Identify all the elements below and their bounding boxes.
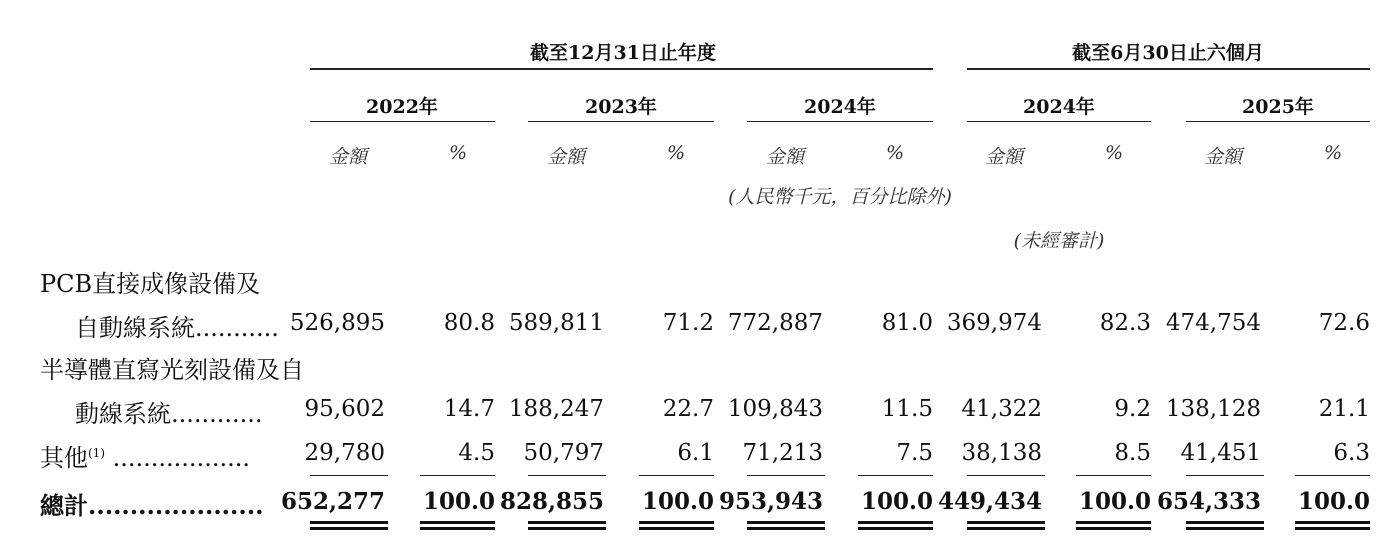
cell-value: 95,602: [304, 396, 385, 422]
total-double-rule: [310, 521, 388, 530]
cell-value: 72.6: [1318, 310, 1370, 336]
header-group-six-months: 截至6月30日止六個月: [1072, 42, 1264, 64]
row-label-others: [40, 438, 250, 473]
subtotal-rule: [528, 475, 606, 476]
cell-value: 4.5: [458, 440, 495, 466]
subtotal-rule: [1295, 475, 1370, 476]
row-label-semiconductor-line1: 半導體直寫光刻設備及自: [40, 356, 304, 384]
cell-value: 589,811: [508, 310, 604, 336]
cell-value: 22.7: [662, 396, 714, 422]
footnote-marker: (1): [88, 446, 105, 460]
total-double-rule: [528, 521, 606, 530]
total-double-rule: [1186, 521, 1264, 530]
subheader-percent: %: [666, 142, 686, 164]
year-rule-2022: [310, 121, 495, 122]
subheader-percent: %: [448, 142, 468, 164]
subtotal-rule: [1076, 475, 1151, 476]
total-value: 654,333: [1156, 488, 1261, 515]
subtotal-rule: [310, 475, 388, 476]
subtotal-rule: [967, 475, 1045, 476]
row-label-others-text: 其他: [40, 444, 88, 472]
subheader-percent: %: [885, 142, 905, 164]
subtotal-rule: [420, 475, 495, 476]
cell-value: 82.3: [1099, 310, 1151, 336]
year-rule-2023: [528, 121, 714, 122]
cell-value: 11.5: [881, 396, 933, 422]
total-double-rule: [1295, 521, 1370, 530]
subheader-amount: 金額: [546, 146, 586, 168]
year-header-2024-h1: 2024年: [1023, 96, 1095, 118]
year-header-2022: 2022年: [366, 96, 438, 118]
row-label-pcb-line1: PCB直接成像設備及: [40, 270, 261, 298]
total-value: 652,277: [280, 488, 385, 515]
cell-value: 9.2: [1114, 396, 1151, 422]
cell-value: 474,754: [1165, 310, 1261, 336]
row-label-others-dots: ..................: [112, 444, 250, 472]
group-rule-six-months: [967, 68, 1370, 70]
total-value: 100.0: [1297, 488, 1370, 515]
total-value: 953,943: [718, 488, 823, 515]
subheader-percent: %: [1323, 142, 1343, 164]
total-value: 449,434: [937, 488, 1042, 515]
total-double-rule: [747, 521, 825, 530]
cell-value: 14.7: [443, 396, 495, 422]
cell-value: 6.1: [677, 440, 714, 466]
total-double-rule: [420, 521, 495, 530]
group-rule-full-year: [310, 68, 933, 70]
year-header-2024: 2024年: [804, 96, 876, 118]
cell-value: 6.3: [1333, 440, 1370, 466]
cell-value: 772,887: [727, 310, 823, 336]
cell-value: 526,895: [289, 310, 385, 336]
subtotal-rule: [858, 475, 933, 476]
header-group-full-year: 截至12月31日止年度: [530, 42, 716, 64]
cell-value: 188,247: [508, 396, 604, 422]
total-value: 100.0: [1078, 488, 1151, 515]
year-rule-2024-h1: [967, 121, 1151, 122]
cell-value: 50,797: [523, 440, 604, 466]
total-value: 100.0: [860, 488, 933, 515]
year-header-2025-h1: 2025年: [1242, 96, 1314, 118]
total-value: 100.0: [641, 488, 714, 515]
year-header-2023: 2023年: [585, 96, 657, 118]
cell-value: 81.0: [881, 310, 933, 336]
cell-value: 21.1: [1318, 396, 1370, 422]
cell-value: 38,138: [961, 440, 1042, 466]
cell-value: 71.2: [662, 310, 714, 336]
cell-value: 80.8: [443, 310, 495, 336]
total-double-rule: [1076, 521, 1151, 530]
cell-value: 138,128: [1165, 396, 1261, 422]
year-rule-2024: [747, 121, 933, 122]
total-value: 828,855: [499, 488, 604, 515]
subheader-amount: 金額: [1203, 146, 1243, 168]
cell-value: 109,843: [727, 396, 823, 422]
total-double-rule: [639, 521, 714, 530]
subtotal-rule: [1186, 475, 1264, 476]
row-label-total: 總計.....................: [40, 491, 264, 520]
cell-value: 41,322: [961, 396, 1042, 422]
row-label-pcb-line2: 自動線系統...........: [75, 314, 279, 342]
subtotal-rule: [639, 475, 714, 476]
total-value: 100.0: [422, 488, 495, 515]
subheader-amount: 金額: [765, 146, 805, 168]
unit-note: (人民幣千元，百分比除外): [728, 186, 952, 208]
subtotal-rule: [747, 475, 825, 476]
total-double-rule: [967, 521, 1045, 530]
cell-value: 8.5: [1114, 440, 1151, 466]
subheader-amount: 金額: [984, 146, 1024, 168]
cell-value: 7.5: [896, 440, 933, 466]
subheader-percent: %: [1104, 142, 1124, 164]
total-double-rule: [858, 521, 933, 530]
cell-value: 29,780: [304, 440, 385, 466]
year-rule-2025-h1: [1186, 121, 1370, 122]
subheader-amount: 金額: [328, 146, 368, 168]
cell-value: 71,213: [742, 440, 823, 466]
unaudited-note: (未經審計): [1013, 230, 1105, 252]
cell-value: 41,451: [1180, 440, 1261, 466]
cell-value: 369,974: [946, 310, 1042, 336]
row-label-semiconductor-line2: 動線系統............: [75, 400, 263, 428]
